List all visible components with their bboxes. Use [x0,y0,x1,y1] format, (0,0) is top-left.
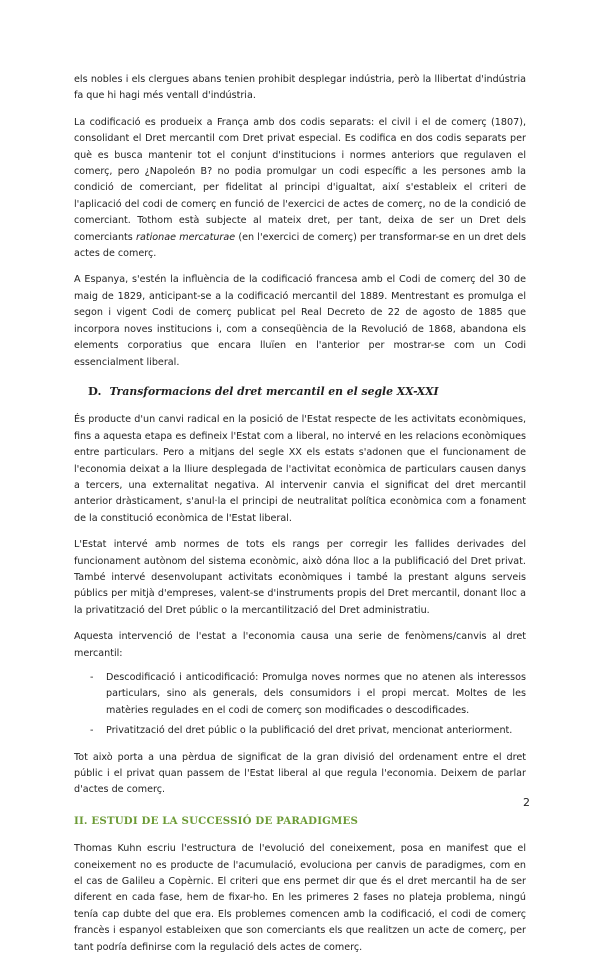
list-item [92,670,526,719]
section-title: Transformacions del dret mercantil en el segle XX-XXI [109,384,439,398]
paragraph-state-intervention: L'Estat intervé amb normes de tots els rangs per corregir les fallides derivades del funcionament autònom del sistema econòmic, això dóna lloc a la publificació del Dret privat. També intervé desenvolupant activitats econòmiques i també la prestant alguns serveis públics per mitjà d'empreses, valent-se d'instruments propis del Dret mercantil, donant lloc a la privatització del Dret públic o la mercantilització del Dret administratiu. [74,539,526,616]
list-item-text: Descodificació i anticodificació: Promulga noves normes que no atenen als interessos particulars, sino als generals, dels consumidors i el propi mercat. Moltes de les matèries regulades en el codi de comerç son modificades o descodificades. [106,672,526,716]
paragraph-intervention-intro: Aquesta intervenció de l'estat a l'economia causa una serie de fenòmens/canvis al dret mercantil: [74,631,526,659]
paragraph-spain-codification: A Espanya, s'estén la influència de la codificació francesa amb el Codi de comerç del 30 de maig de 1829, anticipant-se a la codificació mercantil del 1889. Mentrestant es promulga el segon i vigent Codi de comerç publicat pel Real Decreto de 22 de agosto de 1885 que incorpora noves institucions i, com a conseqüència de la Revolució de 1868, abandona els elements corporatius que encara lluïen en l'anterior per mostrar-se com un Codi essencialment liberal. [74,274,526,368]
page-number: 2 [523,796,530,809]
latin-term: rationae mercaturae [136,231,236,243]
paragraph-text: La codificació es produeix a França amb dos codis separats: el civil i el de comerç (1807), consolidant el Dret mercantil com Dret privat especial. Es codifica en dos codis separats per què es busca mantenir tot el conjunt d'institucions i normes anteriors que regulaven el comerç, pero ¿Napoleón B? no podia promulgar un codi específic a les persones amb la condició de comerciant, per fidelitat al principi d'igualtat, així s'estableix el criteri de l'aplicació del codi de comerç en funció de l'exercici de actes de comerç, no de la condició de comerciant. Tothom està subjecte al mateix dret, per tant, deixa de ser un Dret dels comerciants [74,116,526,243]
paragraph-text: (en l'exercici de comerç) per transformar-se en un dret dels actes de comerç. [74,231,526,260]
paragraph-state-change: És producte d'un canvi radical en la posició de l'Estat respecte de les activitats econòmiques, fins a aquesta etapa es defineix l'Estat com a liberal, no intervé en les relacions econòmiques entre particulars. Pero a mitjans del segle XX els estats s'adonen que el funcionament de l'economia deixat a la lliure desplegada de l'activitat econòmica de particulars causen danys a tercers, una externalitat negativa. Al intervenir canvia el significat del dret mercantil anterior dràsticament, s'anul·la el principi de neutralitat política econòmica com a fonament de la constitució econòmica de l'Estat liberal. [74,414,526,524]
changes-list [74,670,526,740]
section-heading-d [88,383,526,400]
section-letter: D. [88,383,102,398]
section-heading-ii: II. ESTUDI DE LA SUCCESSIÓ DE PARADIGMES [74,814,359,827]
list-item [92,723,526,739]
list-item-text: Privatització del dret públic o la publificació del dret privat, mencionat anteriorment. [106,725,513,737]
paragraph-french-codification [74,115,526,263]
paragraph-summary: Tot això porta a una pèrdua de significat de la gran divisió del ordenament entre el dret públic i el privat quan passem de l'Estat liberal al que regula l'economia. Deixem de parlar d'actes de comerç. [74,751,526,796]
paragraph-kuhn: Thomas Kuhn escriu l'estructura de l'evolució del coneixement, posa en manifest que el coneixement no es producte de l'acumulació, evoluciona per canvis de paradigmes, com en el cas de Galileu a Copèrnic. El criteri que ens permet dir que és el dret mercantil ha de ser diferent en cada fase, hem de fixar-ho. En les primeres 2 fases no plateja problema, ningú tenía cap dubte del que era. Els problemes comencen amb la codificació, el codi de comerç francès i espanyol estableixen que son comerciants els que realitzen un acte de comerç, per tant podría definirse com la regulació dels actes de comerç. [74,843,526,953]
bullet-dash: - [90,725,94,737]
bullet-dash: - [90,672,94,683]
paragraph-industry-freedom: els nobles i els clergues abans tenien prohibit desplegar indústria, però la llibertat d'indústria fa que hi hagi més ventall d'indústria. [74,74,526,102]
